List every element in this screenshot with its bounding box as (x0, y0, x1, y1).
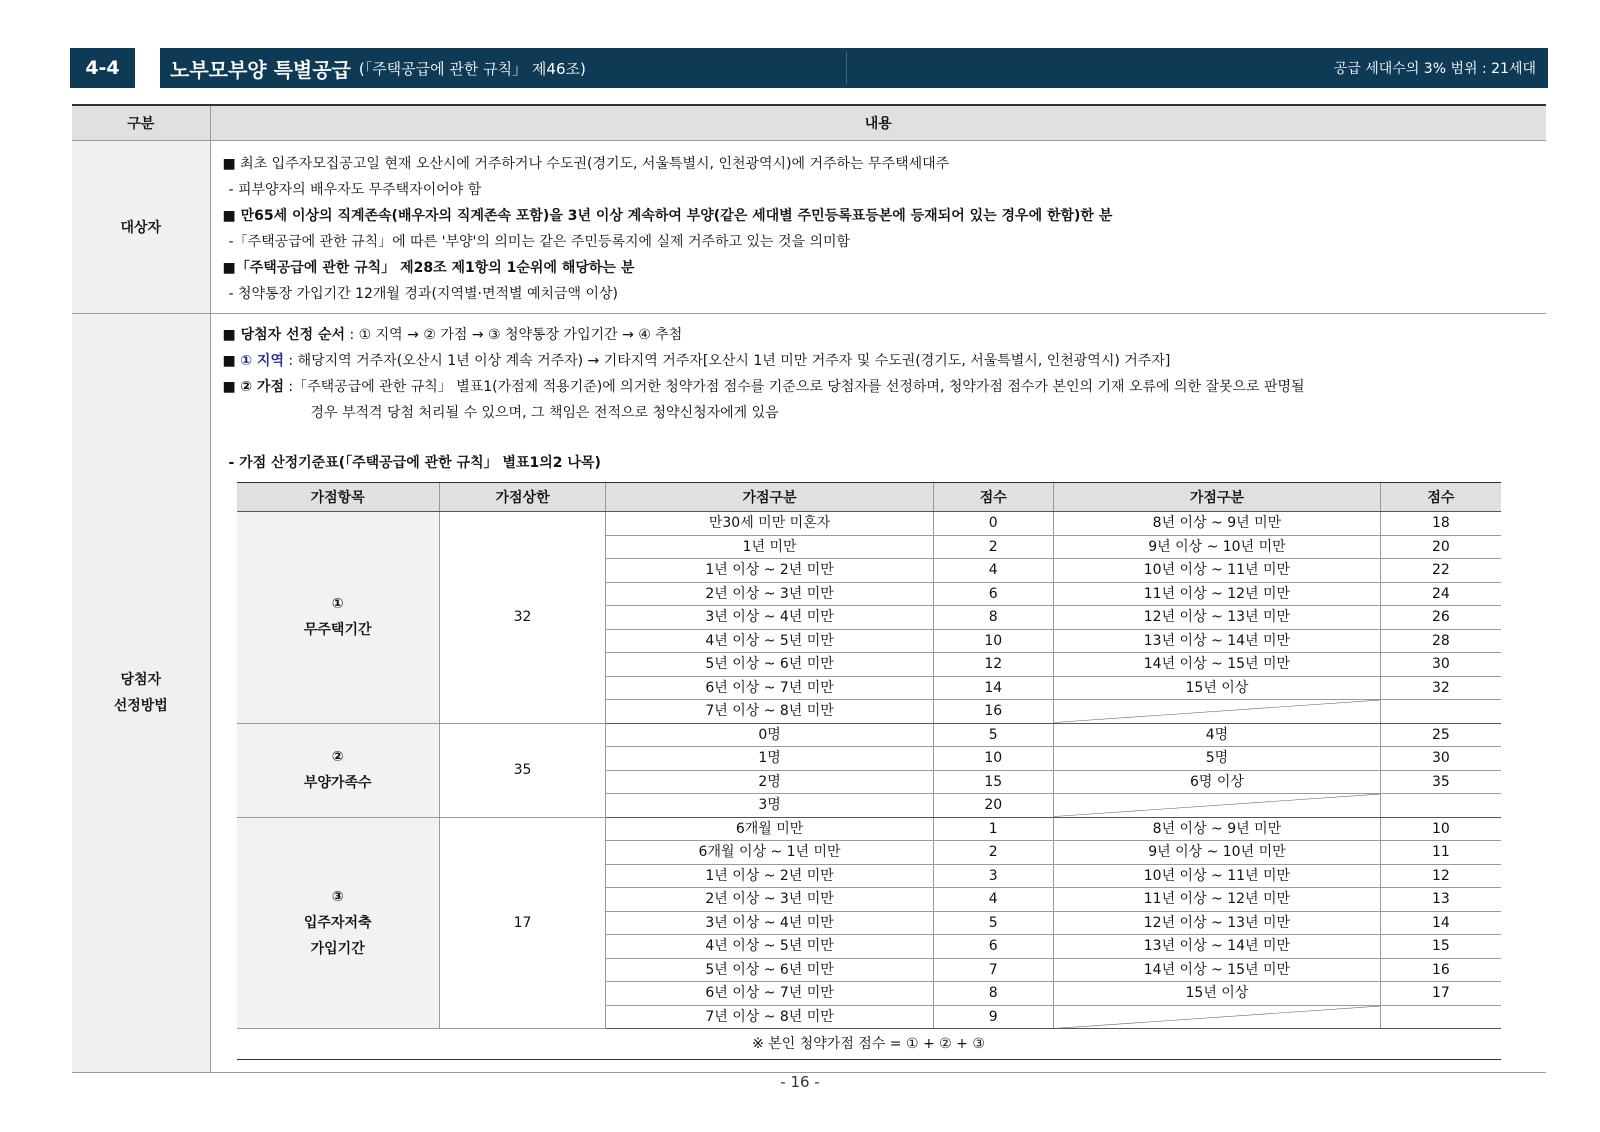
empty-cell-diagonal (1053, 700, 1381, 724)
selection-label-1: 당첨자 (120, 672, 162, 688)
score-division-left: 3년 이상 ~ 4년 미만 (606, 911, 934, 935)
score-points-left: 10 (933, 747, 1053, 771)
score-cap: 17 (439, 817, 605, 1029)
score-division-right: 10년 이상 ~ 11년 미만 (1053, 559, 1381, 583)
target-lines (223, 151, 1547, 307)
target-line: ■ 만65세 이상의 직계존속(배우자의 직계존속 포함)을 3년 이상 계속하여 부양(같은 세대별 주민등록표등본에 등재되어 있는 경우에 한함)한 분 (222, 208, 1113, 224)
score-points-left: 15 (933, 770, 1053, 794)
empty-cell-diagonal (1053, 1005, 1381, 1029)
score-division-right: 12년 이상 ~ 13년 미만 (1053, 911, 1381, 935)
score-division-right: 13년 이상 ~ 14년 미만 (1053, 629, 1381, 653)
score-points-right: 18 (1381, 512, 1501, 536)
score-table-title: - 가점 산정기준표(「주택공급에 관한 규칙」 별표1의2 나목) (228, 455, 601, 471)
score-points-left: 10 (933, 629, 1053, 653)
region-line (223, 348, 1547, 374)
score-division-right: 8년 이상 ~ 9년 미만 (1053, 512, 1381, 536)
score-cap: 32 (439, 512, 605, 724)
main-table (72, 104, 1546, 1073)
score-cap: 35 (439, 723, 605, 817)
score-points-right: 25 (1381, 723, 1501, 747)
section-header (160, 48, 1548, 88)
score-points-left: 6 (933, 935, 1053, 959)
score-division-right: 5명 (1053, 747, 1381, 771)
score-points-right: 26 (1381, 606, 1501, 630)
score-points-right: 15 (1381, 935, 1501, 959)
score-points-left: 12 (933, 653, 1053, 677)
score-points-left: 3 (933, 864, 1053, 888)
score-division-right: 9년 이상 ~ 10년 미만 (1053, 841, 1381, 865)
score-division-left: 1년 이상 ~ 2년 미만 (606, 864, 934, 888)
score-division-left: 2년 이상 ~ 3년 미만 (606, 888, 934, 912)
score-footnote: ※ 본인 청약가점 점수 = ① + ② + ③ (237, 1029, 1501, 1060)
supply-range: 공급 세대수의 3% 범위 : 21세대 (1333, 61, 1536, 77)
score-points-right: 30 (1381, 747, 1501, 771)
score-points-left: 2 (933, 535, 1053, 559)
region-text: : 해당지역 거주자(오산시 1년 이상 계속 거주자) → 기타지역 거주자[오산시 1년 미만 거주자 및 수도권(경기도, 서울특별시, 인천광역시) 거주자] (288, 353, 1171, 369)
score-table (237, 482, 1501, 1060)
score-footnote-row (237, 1029, 1501, 1060)
score-division-right: 11년 이상 ~ 12년 미만 (1053, 582, 1381, 606)
score-points-right: 22 (1381, 559, 1501, 583)
target-line: ■ 최초 입주자모집공고일 현재 오산시에 거주하거나 수도권(경기도, 서울특별시, 인천광역시)에 거주하는 무주택세대주 (222, 156, 950, 172)
score-points-left: 14 (933, 676, 1053, 700)
order-text: : ① 지역 → ② 가점 → ③ 청약통장 가입기간 → ④ 추첨 (349, 327, 683, 343)
score-division-left: 3년 이상 ~ 4년 미만 (606, 606, 934, 630)
score-division-left: 7년 이상 ~ 8년 미만 (606, 1005, 934, 1029)
score-row (237, 817, 1501, 841)
bullet-square: ■ (222, 379, 236, 395)
score-line-cont: 경우 부적격 당첨 처리될 수 있으며, 그 책임은 전적으로 청약신청자에게 있음 (310, 405, 779, 421)
selection-row (72, 314, 1546, 1073)
score-points-left: 7 (933, 958, 1053, 982)
score-division-right: 6명 이상 (1053, 770, 1381, 794)
order-line (223, 322, 1547, 348)
target-line: - 피부양자의 배우자도 무주택자이어야 함 (228, 182, 482, 198)
target-line: - 청약통장 가입기간 12개월 경과(지역별·면적별 예치금액 이상) (228, 286, 619, 302)
score-head: ② 가점 (240, 379, 284, 395)
score-division-left: 1년 이상 ~ 2년 미만 (606, 559, 934, 583)
score-category (237, 512, 440, 724)
score-points-left: 0 (933, 512, 1053, 536)
category-number: ① (331, 596, 344, 613)
score-division-right: 12년 이상 ~ 13년 미만 (1053, 606, 1381, 630)
empty-cell (1381, 794, 1501, 818)
score-division-left: 4년 이상 ~ 5년 미만 (606, 935, 934, 959)
score-division-right: 15년 이상 (1053, 676, 1381, 700)
target-row (72, 141, 1546, 314)
score-points-right: 24 (1381, 582, 1501, 606)
score-header-cell: 점수 (1381, 483, 1501, 512)
selection-content (210, 314, 1546, 1073)
category-name-2: 가입기간 (310, 940, 365, 957)
score-line (223, 374, 1547, 400)
score-points-right: 32 (1381, 676, 1501, 700)
score-points-left: 4 (933, 888, 1053, 912)
score-points-left: 8 (933, 606, 1053, 630)
section-title-main: 노부모부양 특별공급 (170, 57, 351, 82)
score-header-cell: 가점구분 (606, 483, 934, 512)
score-division-left: 4년 이상 ~ 5년 미만 (606, 629, 934, 653)
score-points-left: 16 (933, 700, 1053, 724)
score-header-cell: 가점구분 (1053, 483, 1381, 512)
score-division-left: 만30세 미만 미혼자 (606, 512, 934, 536)
score-division-right: 8년 이상 ~ 9년 미만 (1053, 817, 1381, 841)
score-division-right: 13년 이상 ~ 14년 미만 (1053, 935, 1381, 959)
score-points-left: 1 (933, 817, 1053, 841)
score-division-left: 5년 이상 ~ 6년 미만 (606, 653, 934, 677)
score-category (237, 723, 440, 817)
score-points-left: 4 (933, 559, 1053, 583)
score-table-body (237, 512, 1501, 1060)
score-points-left: 2 (933, 841, 1053, 865)
score-points-left: 5 (933, 911, 1053, 935)
score-points-right: 35 (1381, 770, 1501, 794)
category-name: 무주택기간 (303, 622, 372, 639)
score-division-left: 2년 이상 ~ 3년 미만 (606, 582, 934, 606)
score-points-right: 28 (1381, 629, 1501, 653)
section-title-law: (「주택공급에 관한 규칙」 제46조) (358, 59, 586, 78)
score-points-right: 30 (1381, 653, 1501, 677)
selection-label-2: 선정방법 (113, 698, 168, 714)
empty-cell (1381, 700, 1501, 724)
empty-cell (1381, 1005, 1501, 1029)
empty-cell-diagonal (1053, 794, 1381, 818)
score-points-left: 20 (933, 794, 1053, 818)
score-points-right: 17 (1381, 982, 1501, 1006)
score-header-cell: 점수 (933, 483, 1053, 512)
col-content-header: 내용 (210, 105, 1546, 141)
category-name: 입주자저축 (303, 914, 372, 931)
score-division-left: 0명 (606, 723, 934, 747)
score-division-left: 1년 미만 (606, 535, 934, 559)
score-division-right: 9년 이상 ~ 10년 미만 (1053, 535, 1381, 559)
score-division-left: 2명 (606, 770, 934, 794)
target-label: 대상자 (72, 141, 210, 314)
score-points-left: 9 (933, 1005, 1053, 1029)
bullet-square: ■ (222, 353, 236, 369)
header-divider (846, 52, 847, 84)
score-points-right: 12 (1381, 864, 1501, 888)
category-number: ② (331, 749, 344, 765)
score-row (237, 723, 1501, 747)
score-category (237, 817, 440, 1029)
target-content (210, 141, 1546, 314)
score-points-right: 11 (1381, 841, 1501, 865)
section-title (170, 48, 586, 88)
score-header-cell: 가점상한 (439, 483, 605, 512)
score-division-left: 1명 (606, 747, 934, 771)
score-header-cell: 가점항목 (237, 483, 440, 512)
score-division-right: 15년 이상 (1053, 982, 1381, 1006)
score-points-right: 10 (1381, 817, 1501, 841)
target-line: -「주택공급에 관한 규칙」에 따른 '부양'의 의미는 같은 주민등록지에 실제 거주하고 있는 것을 의미함 (228, 234, 851, 250)
score-points-left: 6 (933, 582, 1053, 606)
score-points-right: 20 (1381, 535, 1501, 559)
category-number: ③ (331, 888, 344, 905)
score-row (237, 512, 1501, 536)
region-head: ① 지역 (240, 353, 284, 369)
selection-label (72, 314, 210, 1073)
order-head: ■ 당첨자 선정 순서 (222, 327, 346, 343)
score-points-right: 14 (1381, 911, 1501, 935)
score-points-right: 13 (1381, 888, 1501, 912)
score-text: :「주택공급에 관한 규칙」 별표1(가점제 적용기준)에 의거한 청약가점 점수를 기준으로 당첨자를 선정하며, 청약가점 점수가 본인의 기재 오류에 의한 잘못으로 판명될 (288, 379, 1305, 395)
score-division-left: 3명 (606, 794, 934, 818)
score-division-right: 11년 이상 ~ 12년 미만 (1053, 888, 1381, 912)
score-division-left: 7년 이상 ~ 8년 미만 (606, 700, 934, 724)
category-name: 부양가족수 (303, 775, 372, 791)
score-points-right: 16 (1381, 958, 1501, 982)
score-division-right: 14년 이상 ~ 15년 미만 (1053, 958, 1381, 982)
score-points-left: 8 (933, 982, 1053, 1006)
page-number: - 16 - (780, 1073, 820, 1091)
target-line: ■「주택공급에 관한 규칙」 제28조 제1항의 1순위에 해당하는 분 (222, 260, 635, 276)
score-division-right: 10년 이상 ~ 11년 미만 (1053, 864, 1381, 888)
score-division-left: 6년 이상 ~ 7년 미만 (606, 676, 934, 700)
main-table-header (72, 105, 1546, 141)
score-points-left: 5 (933, 723, 1053, 747)
section-number: 4-4 (70, 48, 135, 88)
score-division-left: 6년 이상 ~ 7년 미만 (606, 982, 934, 1006)
score-table-header (237, 483, 1501, 512)
score-division-left: 6개월 이상 ~ 1년 미만 (606, 841, 934, 865)
score-division-right: 4명 (1053, 723, 1381, 747)
score-division-left: 6개월 미만 (606, 817, 934, 841)
score-division-right: 14년 이상 ~ 15년 미만 (1053, 653, 1381, 677)
score-division-left: 5년 이상 ~ 6년 미만 (606, 958, 934, 982)
col-label-header: 구분 (72, 105, 210, 141)
